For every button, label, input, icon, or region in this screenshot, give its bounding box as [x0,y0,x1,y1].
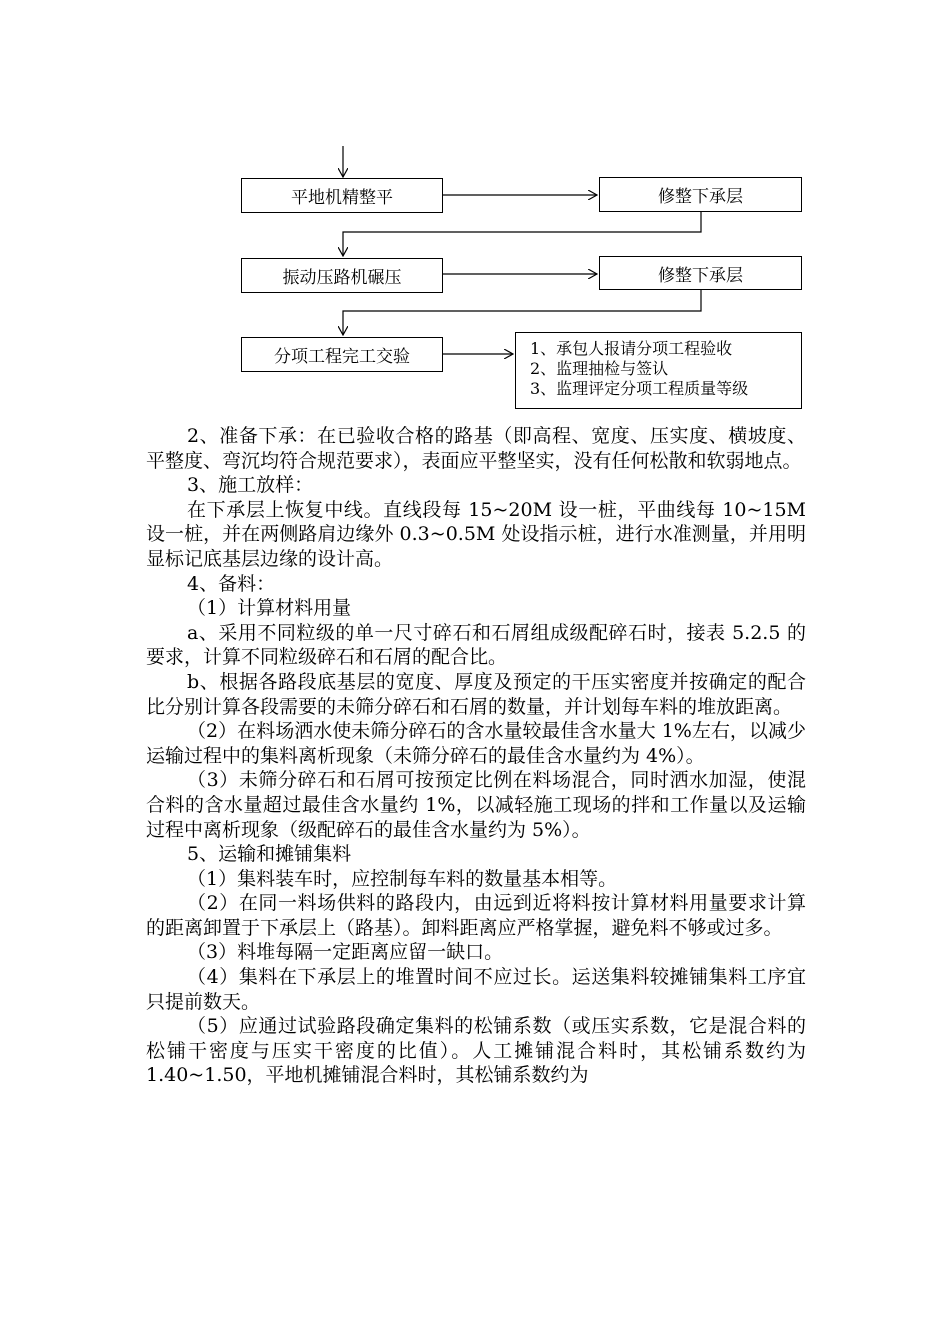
paragraph: b、根据各路段底基层的宽度、厚度及预定的干压实密度并按确定的配合比分别计算各段需要的未筛分碎石和石屑的数量，并计划每车料的堆放距离。 [146,670,806,718]
flow-box-label: 平地机精整平 [291,188,393,208]
paragraph: （2）在同一料场供料的路段内，由远到近将料按计算材料用量要求计算的距离卸置于下承层上（路基）。卸料距离应严格掌握，避免料不够或过多。 [146,892,806,939]
paragraph: （3）料堆每隔一定距离应留一缺口。 [187,941,504,964]
paragraph: 2、准备下承：在已验收合格的路基（即高程、宽度、压实度、横坡度、平整度、弯沉均符合规范要求），表面应平整坚实，没有任何松散和软弱地点。 [146,425,806,472]
flow-box-right-2 [599,256,802,290]
flow-box-label: 修整下承层 [658,187,743,207]
flow-box-left-3 [241,337,443,372]
paragraph: 在下承层上恢复中线。直线段每 15~20M 设一桩，平曲线每 10~15M 设一桩，并在两侧路肩边缘外 0.3~0.5M 处设指示桩，进行水准测量，并用明显标记底基层边缘的设计高。 [146,498,806,570]
body-text [146,424,806,1088]
flowchart-arrows [0,0,950,420]
paragraph: （1）计算材料用量 [187,597,352,620]
flow-box-left-2 [241,258,443,293]
arrow-loop1 [343,212,701,256]
paragraph: （5）应通过试验路段确定集料的松铺系数（或压实系数，它是混合料的松铺干密度与压实干密度的比值）。人工摊铺混合料时，其松铺系数约为 1.40~1.50，平地机摊铺混合料时，其松铺系数约为 [146,1015,806,1087]
final-item-1: 1、承包人报请分项工程验收 [530,339,733,358]
paragraph: （3）未筛分碎石和石屑可按预定比例在料场混合，同时洒水加湿，使混合料的含水量超过最佳含水量约 1%，以减轻施工现场的拌和工作量以及运输过程中离析现象（级配碎石的最佳含水量约为 5%）。 [146,769,806,841]
arrow-loop2 [343,290,701,335]
final-item-2: 2、监理抽检与签认 [530,359,669,378]
flow-box-right-1 [599,177,802,212]
flow-box-left-1 [241,178,443,213]
flow-box-label: 分项工程完工交验 [274,347,410,367]
paragraph: a、采用不同粒级的单一尺寸碎石和石屑组成级配碎石时，接表 5.2.5 的要求，计算不同粒级碎石和石屑的配合比。 [146,621,806,669]
flow-box-label: 振动压路机碾压 [282,268,402,288]
paragraph: 5、运输和摊铺集料 [187,843,352,866]
paragraph: （4）集料在下承层上的堆置时间不应过长。运送集料较摊铺集料工序宜只提前数天。 [146,966,806,1013]
flow-box-final [515,332,802,409]
paragraph: 4、备料： [187,572,276,595]
flow-box-label: 修整下承层 [658,265,743,286]
paragraph: 3、施工放样： [187,474,314,497]
flowchart [0,0,950,420]
final-item-3: 3、监理评定分项工程质量等级 [530,379,749,398]
paragraph: （2）在料场洒水使未筛分碎石的含水量较最佳含水量大 1%左右，以减少运输过程中的集料离析现象（未筛分碎石的最佳含水量约为 4%）。 [146,720,806,767]
paragraph: （1）集料装车时，应控制每车料的数量基本相等。 [187,867,618,890]
